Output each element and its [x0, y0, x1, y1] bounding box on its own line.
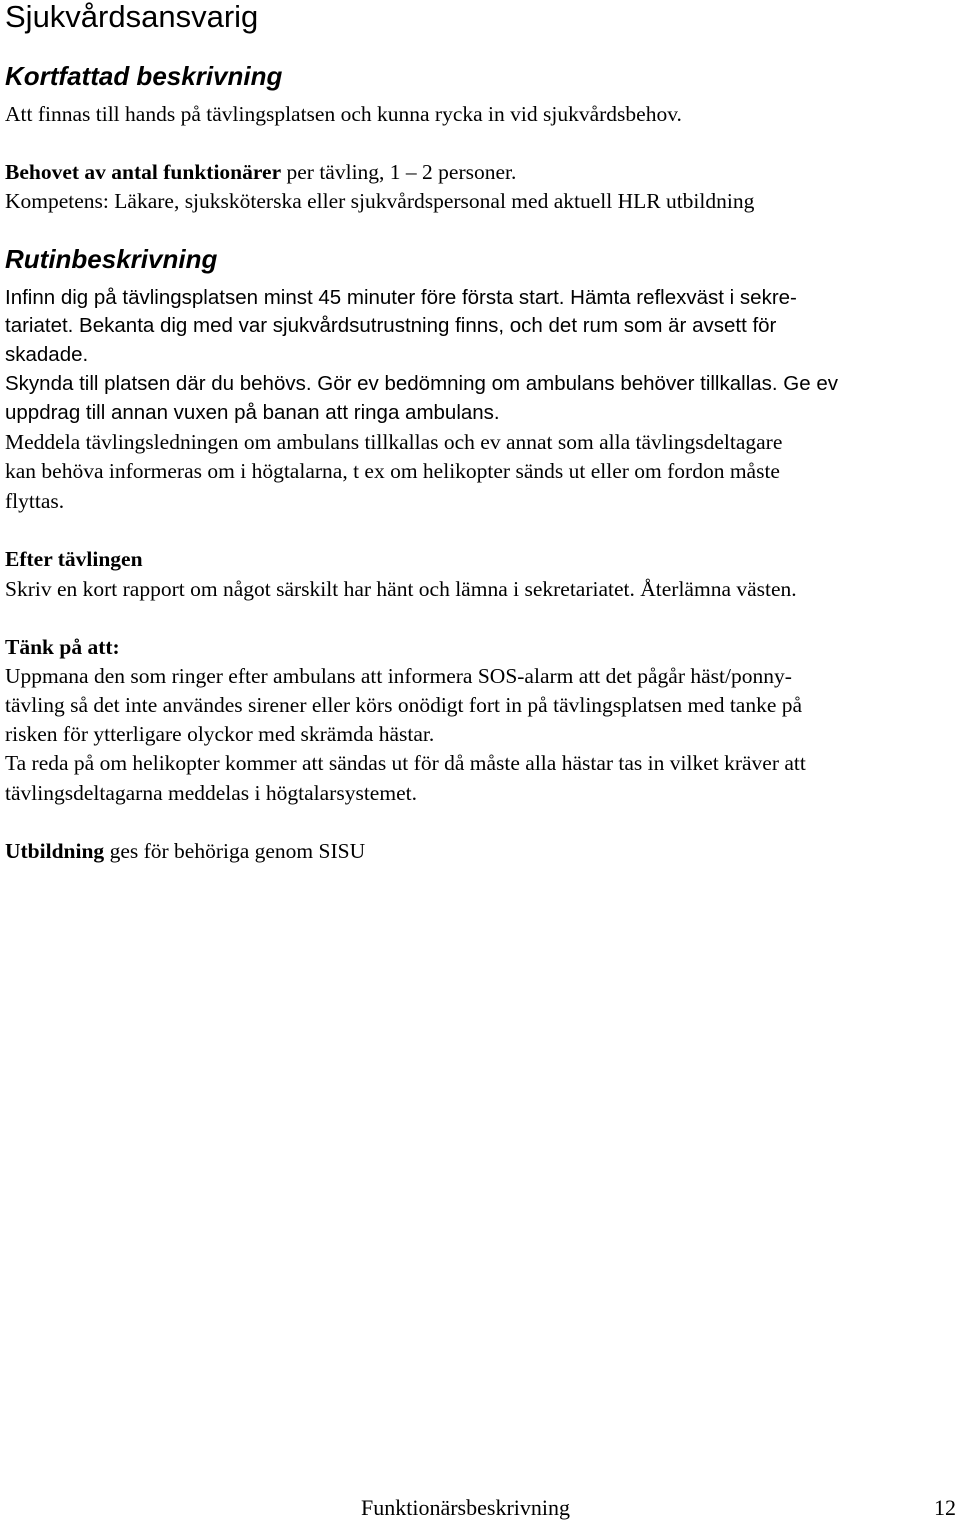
- tank-line: risken för ytterligare olyckor med skrämda hästar.: [5, 722, 435, 746]
- rutin-line: Skynda till platsen där du behövs. Gör ev bedömning om ambulans behöver tillkallas. Ge ev: [5, 372, 838, 395]
- rutin-line: skadade.: [5, 343, 89, 366]
- tank-line: tävling så det inte användes sirener eller körs onödigt fort in på tävlingsplatsen med tanke på: [5, 693, 803, 717]
- section-heading-efter: Efter tävlingen: [5, 547, 143, 571]
- rutin-serif-line: flyttas.: [5, 489, 65, 513]
- section-heading-kortfattad: Kortfattad beskrivning: [5, 61, 283, 91]
- staffing-label: Behovet av antal funktionärer: [5, 160, 282, 184]
- rutin-line: tariatet. Bekanta dig med var sjukvårdsutrustning finns, och det rum som är avsett för: [5, 314, 777, 337]
- tank-line: Uppmana den som ringer efter ambulans att informera SOS-alarm att det pågår häst/ponny-: [5, 664, 792, 688]
- kortfattad-description: Att finnas till hands på tävlingsplatsen och kunna rycka in vid sjukvårdsbehov.: [5, 102, 682, 126]
- efter-text: Skriv en kort rapport om något särskilt har hänt och lämna i sekretariatet. Återlämna västen.: [5, 577, 797, 601]
- utbildning-line: [5, 837, 365, 866]
- footer-label: Funktionärsbeskrivning: [361, 1495, 570, 1520]
- rutin-serif-line: kan behöva informeras om i högtalarna, t ex om helikopter sänds ut eller om fordon måste: [5, 459, 780, 483]
- page-number: 12: [934, 1495, 956, 1520]
- utbildning-text: ges för behöriga genom SISU: [104, 839, 366, 863]
- tank-line: Ta reda på om helikopter kommer att sändas ut för då måste alla hästar tas in vilket kräver att: [5, 751, 806, 775]
- utbildning-label: Utbildning: [5, 839, 105, 863]
- staffing-line: [5, 158, 516, 187]
- competence-line: Kompetens: Läkare, sjuksköterska eller sjukvårdspersonal med aktuell HLR utbildning: [5, 189, 755, 213]
- tank-line: tävlingsdeltagarna meddelas i högtalarsystemet.: [5, 781, 417, 805]
- page-title: Sjukvårdsansvarig: [5, 0, 259, 34]
- staffing-value: per tävling, 1 – 2 personer.: [281, 160, 517, 184]
- section-heading-rutin: Rutinbeskrivning: [5, 244, 218, 274]
- section-heading-tank: Tänk på att:: [5, 635, 120, 659]
- rutin-serif-line: Meddela tävlingsledningen om ambulans tillkallas och ev annat som alla tävlingsdeltagare: [5, 430, 783, 454]
- rutin-line: uppdrag till annan vuxen på banan att ringa ambulans.: [5, 401, 500, 424]
- rutin-line: Infinn dig på tävlingsplatsen minst 45 minuter före första start. Hämta reflexväst i sekre-: [5, 286, 797, 309]
